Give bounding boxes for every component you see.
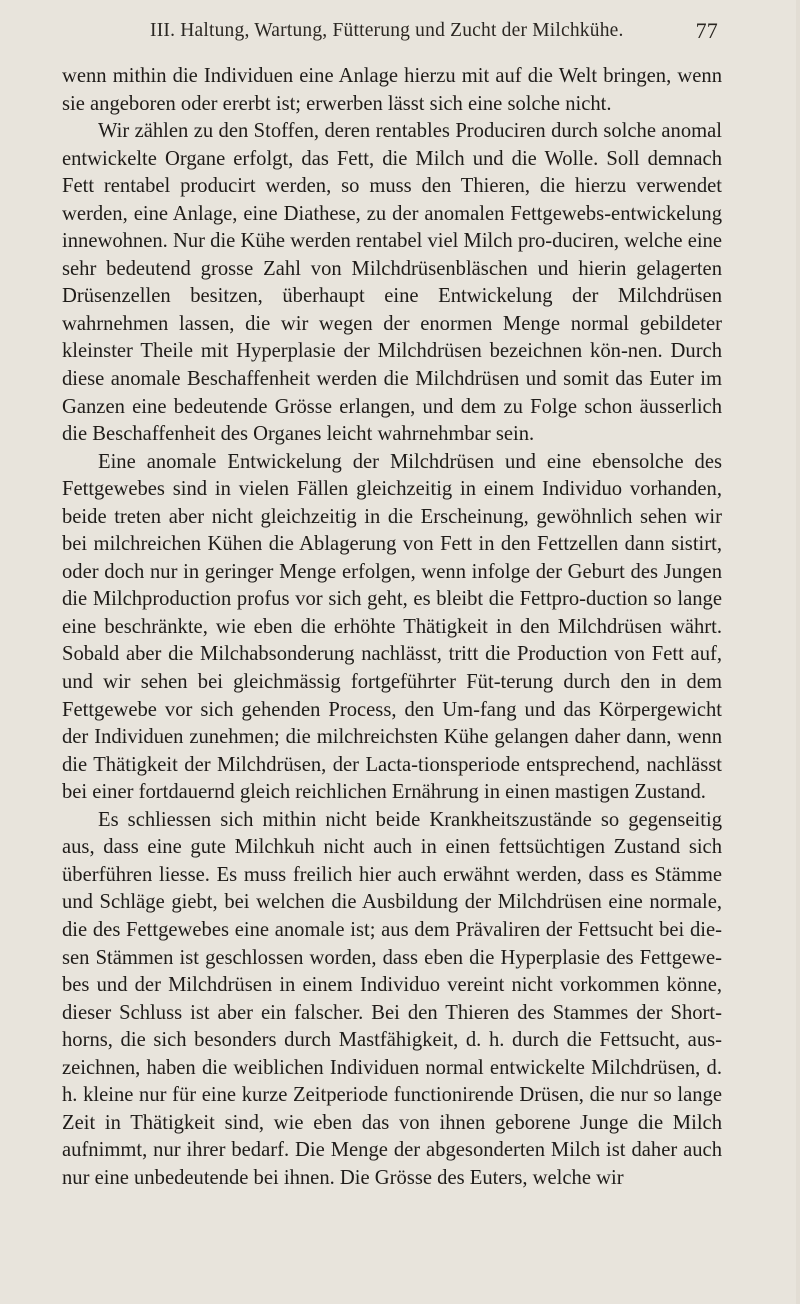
page-number: 77 bbox=[695, 18, 718, 43]
running-title: III. Haltung, Wartung, Fütterung und Zucht der Milchkühe. bbox=[150, 20, 624, 41]
paragraph-stoffe: Wir zählen zu den Stoffen, deren rentables Produciren durch solche anomal entwickelte Organe erfolgt, das Fett, die Milch und die Wolle. Soll demnach Fett rentabel producirt werden, so muss den Thieren, die hierzu verwendet werden, eine Anlage, eine Diathese, zu der anomalen Fettgewebs-entwickelung innewohnen. Nur die Kühe werden rentabel viel Milch pro-duciren, welche eine sehr bedeutend grosse Zahl von Milchdrüsenbläschen und hierin gelagerten Drüsenzellen besitzen, überhaupt eine Entwickelung der Milchdrüsen wahrnehmen lassen, die wir wegen der enormen Menge normal gebildeter kleinster Theile mit Hyperplasie der Milchdrüsen bezeichnen kön-nen. Durch diese anomale Beschaffenheit werden die Milchdrüsen und somit das Euter im Ganzen eine bedeutende Grösse erlangen, und dem zu Folge schon äusserlich die Beschaffenheit des Organes leicht wahrnehmbar sein. bbox=[62, 120, 722, 446]
paragraph-krankheitszustaende: Es schliessen sich mithin nicht beide Krankheitszustände so gegenseitig aus, dass eine gute Milchkuh nicht auch in einen fettsüchtigen Zustand sich überführen liesse. Es muss freilich hier auch erwähnt werden, dass es Stämme und Schläge giebt, bei welchen die Ausbildung der Milchdrüsen eine normale, die des Fettgewebes eine anomale ist; aus dem Prävaliren der Fettsucht bei die-sen Stämmen ist geschlossen worden, dass eben die Hyperplasie des Fettgewe-bes und der Milchdrüsen in einem Individuo vereint nicht vorkommen könne, dieser Schluss ist aber ein falscher. Bei den Thieren des Stammes der Short-horns, die sich besonders durch Mastfähigkeit, d. h. durch die Fettsucht, aus-zeichnen, haben die weiblichen Individuen normal entwickelte Milchdrüsen, d. h. kleine nur für eine kurze Zeitperiode functionirende Drüsen, die nur so lange Zeit in Thätigkeit sind, wie eben das von ihnen geborene Junge die Milch aufnimmt, nur ihrer bedarf. Die Menge der abgesonderten Milch ist daher auch nur eine unbedeutende bei ihnen. Die Grösse des Euters, welche wir bbox=[62, 808, 722, 1189]
paragraph-milchdruesen-fettgewebe: Eine anomale Entwickelung der Milchdrüsen und eine ebensolche des Fettgewebes sind in vielen Fällen gleichzeitig in einem Individuo vorhanden, beide treten aber nicht gleichzeitig in die Erscheinung, gewöhnlich sehen wir bei milchreichen Kühen die Ablagerung von Fett in den Fettzellen dann sistirt, oder doch nur in geringer Menge erfolgen, wenn infolge der Geburt des Jungen die Milchproduction profus vor sich geht, es bleibt die Fettpro-duction so lange eine beschränkte, wie eben die erhöhte Thätigkeit in den Milchdrüsen währt. Sobald aber die Milchabsonderung nachlässt, tritt die Production von Fett auf, und wir sehen bei gleichmässig fortgeführter Füt-terung durch den in dem Fettgewebe vor sich gehenden Process, den Um-fang und das Körpergewicht der Individuen zunehmen; die milchreichsten Kühe gelangen daher dann, wenn die Thätigkeit der Milchdrüsen, der Lacta-tionsperiode entsprechend, nachlässt bei einer fortdauernd gleich reichlichen Ernährung in einen mastigen Zustand. bbox=[62, 450, 722, 804]
body-text bbox=[62, 63, 722, 1192]
running-head bbox=[150, 18, 718, 48]
page-edge bbox=[796, 0, 800, 1304]
paragraph-continuation: wenn mithin die Individuen eine Anlage hierzu mit auf die Welt bringen, wenn sie angeboren oder ererbt ist; erwerben lässt sich eine solche nicht. bbox=[62, 65, 722, 115]
